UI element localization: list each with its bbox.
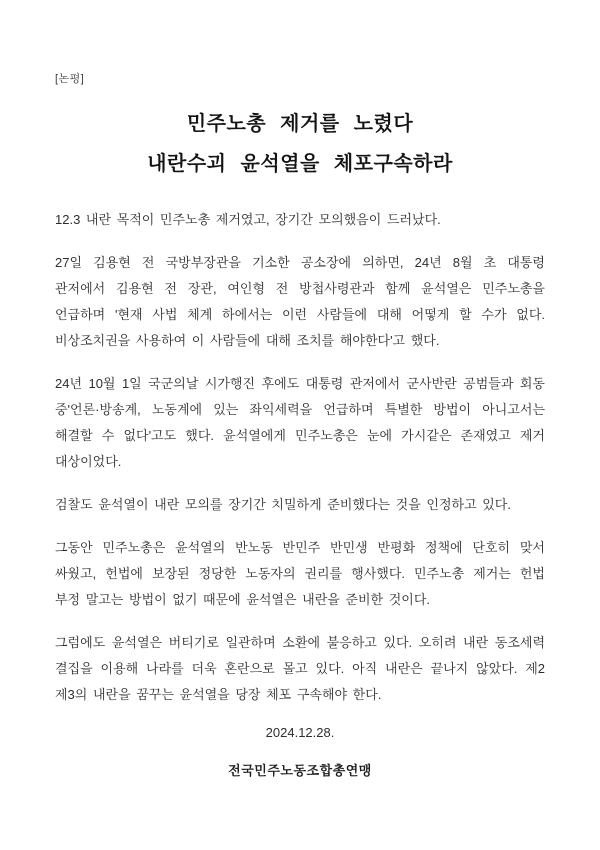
document-body: [55, 207, 545, 708]
paragraph-2: 27일 김용현 전 국방부장관을 기소한 공소장에 의하면, 24년 8월 초 대통령 관저에서 김용현 전 장관, 여인형 전 방첩사령관과 함께 윤석열은 민주노총을 언급하며 '현재 사법 체계 하에서는 이런 사람들에 대해 어떻게 할 수가 없다. 비상조치권을 사용하여 이 사람들에 대해 조치를 해야한다'고 했다.: [55, 255, 545, 348]
document-date: 2024.12.28.: [265, 725, 335, 740]
signature-organization: 전국민주노동조합총연맹: [228, 763, 372, 778]
title-line-2: 내란수괴 윤석열을 체포구속하라: [147, 153, 453, 175]
title-line-1: 민주노총 제거를 노렸다: [186, 113, 414, 135]
doc-type-label: [논평]: [55, 73, 85, 85]
paragraph-6: 그럼에도 윤석열은 버티기로 일관하며 소환에 불응하고 있다. 오히려 내란 동조세력 결집을 이용해 나라를 더욱 혼란으로 몰고 있다. 아직 내란은 끝나지 않았다. 제2 제3의 내란을 꿈꾸는 윤석열을 당장 체포 구속해야 한다.: [55, 635, 545, 702]
document-title: [55, 104, 545, 184]
paragraph-5: 그동안 민주노총은 윤석열의 반노동 반민주 반민생 반평화 정책에 단호히 맞서 싸웠고, 헌법에 보장된 정당한 노동자의 권리를 행사했다. 민주노총 제거는 헌법 부정 말고는 방법이 없기 때문에 윤석열은 내란을 준비한 것이다.: [55, 540, 545, 607]
paragraph-4: 검찰도 윤석열이 내란 모의를 장기간 치밀하게 준비했다는 것을 인정하고 있다.: [55, 497, 511, 512]
paragraph-1: 12.3 내란 목적이 민주노총 제거였고, 장기간 모의했음이 드러났다.: [55, 212, 441, 227]
paragraph-3: 24년 10월 1일 국군의날 시가행진 후에도 대통령 관저에서 군사반란 공범들과 회동 중'언론·방송계, 노동계에 있는 좌익세력을 언급하며 특별한 방법이 아니고서는 해결할 수 없다'고도 했다. 윤석열에게 민주노총은 눈에 가시같은 존재였고 제거 대상이었다.: [55, 376, 545, 469]
